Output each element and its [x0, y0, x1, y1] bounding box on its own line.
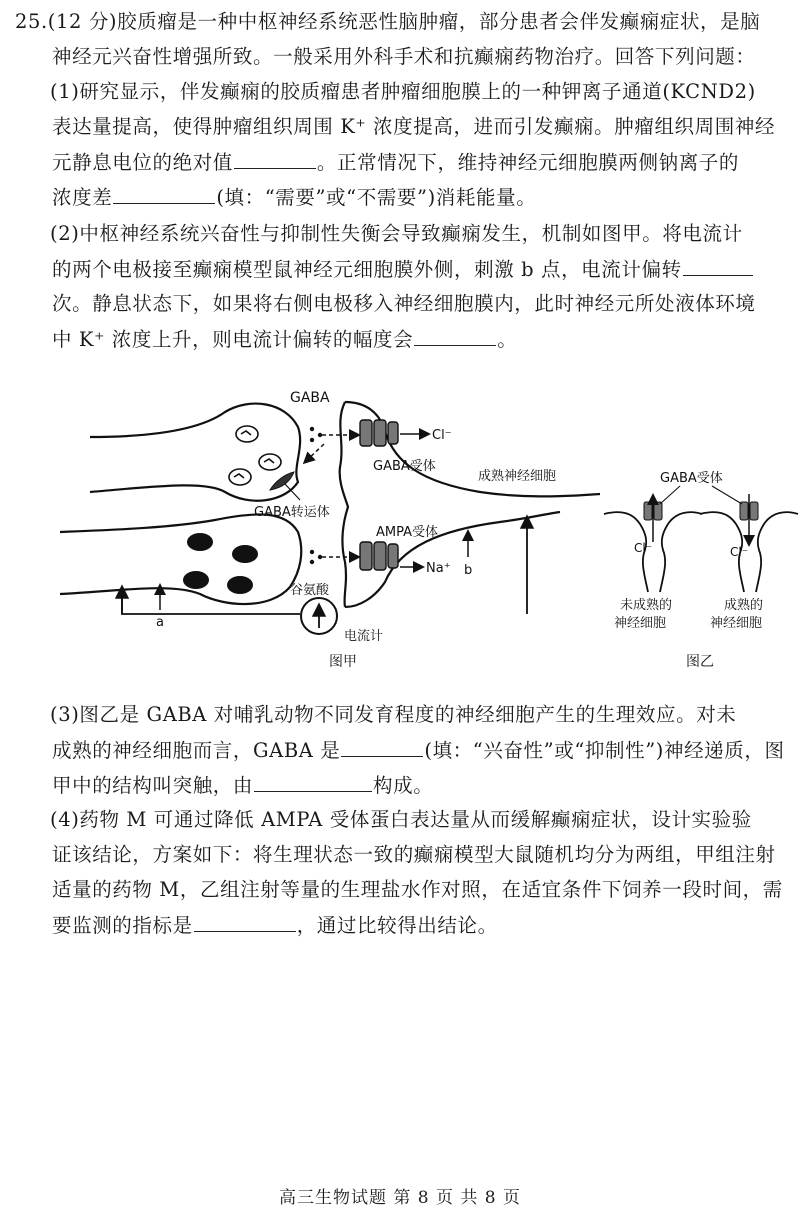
part4-line-4-text-b: ，通过比较得出结论。 [296, 914, 498, 937]
lower-presynaptic-neuron [60, 514, 301, 604]
answer-blank-2[interactable] [113, 185, 215, 204]
gaba-molecules [310, 427, 322, 564]
figure-b-caption: 图乙 [686, 654, 714, 670]
part2-line-4 [52, 327, 800, 352]
answer-blank-7[interactable] [194, 913, 296, 932]
gaba-receptor-channel [360, 420, 398, 446]
upper-vesicles [229, 426, 281, 485]
part4-line-4-text-a: 要监测的指标是 [52, 914, 193, 937]
part1-line-3 [52, 150, 800, 175]
part4-line-4 [52, 913, 800, 938]
part1-line-4 [52, 185, 800, 210]
part2-line-4-text-b: 。 [497, 328, 518, 351]
question-stem-line-2: 神经元兴奋性增强所致。一般采用外科手术和抗癫痫药物治疗。回答下列问题： [52, 45, 756, 68]
label-immature-1: 未成熟的 [620, 598, 673, 613]
label-immature-2: 神经细胞 [614, 616, 667, 631]
part2-line-2-text-a: 的两个电极接至癫痫模型鼠神经元细胞膜外侧，刺激 b 点，电流计偏转 [52, 258, 682, 281]
part4-line-2: 证该结论，方案如下：将生理状态一致的癫痫模型大鼠随机均分为两组，甲组注射 [52, 843, 776, 866]
label-mature-1: 成熟的 [724, 598, 764, 613]
answer-blank-3[interactable] [683, 257, 753, 276]
question-stem-line-1: 25.(12 分)胶质瘤是一种中枢神经系统恶性脑肿瘤，部分患者会伴发癫痫症状，是脑 [15, 10, 761, 33]
part2-line-1: (2)中枢神经系统兴奋性与抑制性失衡会导致癫痫发生，机制如图甲。将电流计 [50, 222, 743, 245]
label-gaba-receptor: GABA受体 [373, 459, 436, 474]
part1-line-3-text-a: 元静息电位的绝对值 [52, 151, 233, 174]
label-cl: Cl⁻ [432, 428, 452, 443]
part1-line-2: 表达量提高，使得肿瘤组织周围 K⁺ 浓度提高，进而引发癫痫。肿瘤组织周围神经 [52, 115, 776, 138]
label-gaba: GABA [290, 390, 330, 406]
part3-line-2 [52, 738, 800, 763]
part1-line-4-text-b: (填：“需要”或“不需要”)消耗能量。 [216, 186, 537, 209]
label-ampa-receptor: AMPA受体 [376, 525, 439, 540]
part1-line-1: (1)研究显示，伴发癫痫的胶质瘤患者肿瘤细胞膜上的一种钾离子通道(KCND2) [50, 80, 756, 103]
part1-line-4-text-a: 浓度差 [52, 186, 113, 209]
lower-vesicles [183, 533, 258, 594]
part2-line-3: 次。静息状态下，如果将右侧电极移入神经细胞膜内，此时神经元所处液体环境 [52, 292, 756, 315]
gaba-reuptake-arrow [305, 444, 324, 462]
part3-line-1: (3)图乙是 GABA 对哺乳动物不同发育程度的神经细胞产生的生理效应。对未 [50, 703, 737, 726]
figure-area [0, 382, 800, 682]
part4-line-3: 适量的药物 M，乙组注射等量的生理盐水作对照，在适宜条件下饲养一段时间，需 [52, 878, 783, 901]
answer-blank-1[interactable] [234, 150, 316, 169]
label-point-a: a [156, 615, 164, 630]
part4-line-1: (4)药物 M 可通过降低 AMPA 受体蛋白表达量从而缓解癫痫症状，设计实验验 [50, 808, 752, 831]
page-footer: 高三生物试题 第 8 页 共 8 页 [278, 1188, 522, 1208]
figure-a-diagram [60, 390, 600, 670]
label-galvanometer: 电流计 [344, 629, 384, 644]
answer-blank-5[interactable] [341, 738, 423, 757]
part3-line-3 [52, 773, 800, 798]
ampa-receptor-channel [360, 542, 398, 570]
figure-b-diagram [604, 470, 798, 670]
label-gaba-receptor-b: GABA受体 [660, 471, 723, 486]
label-cl-right: Cl⁻ [730, 545, 749, 559]
part2-line-2 [52, 257, 800, 282]
label-gaba-transporter: GABA转运体 [254, 505, 330, 520]
label-mature-neuron: 成熟神经细胞 [478, 469, 557, 484]
label-cl-left: Cl⁻ [634, 541, 653, 555]
part3-line-2-text-b: (填：“兴奋性”或“抑制性”)神经递质，图 [424, 739, 785, 762]
upper-presynaptic-neuron [90, 404, 300, 501]
label-mature-2: 神经细胞 [710, 616, 763, 631]
answer-blank-6[interactable] [254, 773, 372, 792]
part3-line-2-text-a: 成熟的神经细胞而言，GABA 是 [52, 739, 341, 762]
label-point-b: b [464, 563, 473, 578]
label-na: Na⁺ [426, 561, 451, 576]
gaba-transporter [270, 472, 294, 490]
label-glutamate: 谷氨酸 [290, 583, 330, 598]
figure-a-caption: 图甲 [329, 654, 357, 670]
part3-line-3-text-a: 甲中的结构叫突触，由 [52, 774, 254, 797]
answer-blank-4[interactable] [414, 327, 496, 346]
part1-line-3-text-b: 。正常情况下，维持神经元细胞膜两侧钠离子的 [316, 151, 740, 174]
galvanometer-wire [122, 592, 300, 614]
part2-line-4-text-a: 中 K⁺ 浓度上升，则电流计偏转的幅度会 [52, 328, 414, 351]
part3-line-3-text-b: 构成。 [373, 774, 434, 797]
